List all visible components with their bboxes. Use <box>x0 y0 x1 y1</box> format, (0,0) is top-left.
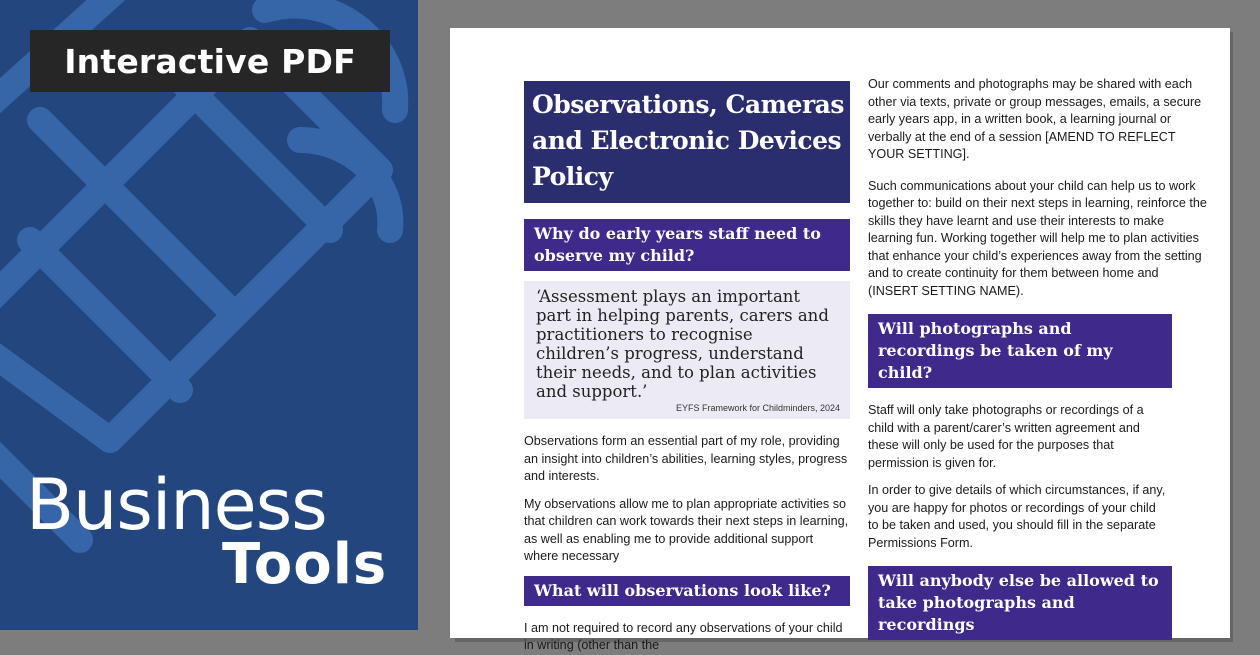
policy-document-page <box>450 28 1230 652</box>
promo-panel <box>0 0 418 630</box>
badge-label: Interactive PDF <box>64 41 356 81</box>
document-title-box <box>524 81 850 203</box>
section-heading-why-observe: Why do early years staff need to observe my child? <box>524 219 850 271</box>
eyfs-quote-box <box>524 281 850 419</box>
paragraph-written-agreement: Staff will only take photographs or recordings of a child with a parent/carer’s written agreement and these will only be used for the purposes that permission is given for. <box>868 403 1144 470</box>
section-heading-anybody-else: Will anybody else be allowed to take photographs and recordings <box>868 566 1172 640</box>
paragraph-permissions-form: In order to give details of which circumstances, if any, you are happy for photos or recordings of your child to be taken and used, you should fill in the separate Permissions Form. <box>868 483 1166 550</box>
section-heading-photographs: Will photographs and recordings be taken of my child? <box>868 314 1172 388</box>
paragraph-plan-activities: My observations allow me to plan appropriate activities so that children can work towards their next steps in learning, as well as enabling me to provide additional support where necessary <box>524 496 849 563</box>
paragraph-observations-role: Observations form an essential part of my role, providing an insight into children’s abilities, learning styles, progress and interests. <box>524 434 848 483</box>
paragraph-not-required: I am not required to record any observations of your child in writing (other than the <box>524 620 843 652</box>
section-heading-what-observations-look-like: What will observations look like? <box>524 576 850 606</box>
right-column <box>868 76 1208 640</box>
paragraph-comments-shared: Our comments and photographs may be shared with each other via texts, private or group messages, emails, a secure early years app, in a written book, a learning journal or verbally at the end of a session [AMEND TO REFLECT YOUR SETTING]. <box>868 77 1202 161</box>
document-title: Observations, Cameras and Electronic Devices Policy <box>532 90 844 191</box>
interactive-pdf-badge <box>30 30 390 92</box>
paragraph-communications: Such communications about your child can help us to work together to: build on their next steps in learning, reinforce the skills they have learnt and use their interests to make learning fun. Working together will help me to plan activities that enhance your child’s experiences away from the setting and to create continuity for them between home and (INSERT SETTING NAME). <box>868 178 1207 298</box>
quote-citation: EYFS Framework for Childminders, 2024 <box>675 403 840 413</box>
eyfs-quote: ‘Assessment plays an important part in helping parents, carers and practitioners to recognise children’s progress, understand their needs, and to plan activities and support.’ <box>536 287 829 401</box>
brand-title-business: Business <box>26 464 327 546</box>
brand-title-tools: Tools <box>222 532 388 597</box>
left-column <box>524 81 850 655</box>
